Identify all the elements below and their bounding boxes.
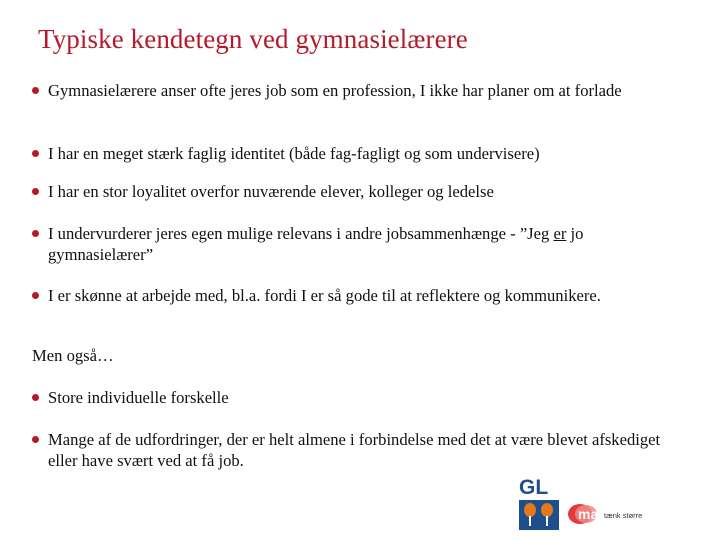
- bullet-dot: [32, 394, 39, 401]
- gl-logo-shape-left: [524, 503, 536, 517]
- bullet-item: [32, 429, 692, 471]
- bullet-item: [32, 223, 692, 265]
- bullet-text: I har en meget stærk faglig identitet (både fag-fagligt og som undervisere): [48, 144, 540, 163]
- subheading: Men også…: [32, 346, 114, 365]
- bullet-text: [48, 223, 692, 265]
- bullet-item: [32, 80, 692, 101]
- gl-logo-box: [519, 500, 559, 530]
- bullet-item: [32, 143, 692, 164]
- bullet-item: [32, 181, 692, 202]
- bullet-item: [32, 387, 692, 408]
- gl-logo-shape-right: [541, 503, 553, 517]
- bullet-text-underlined: er: [553, 224, 567, 243]
- bullet-item: [32, 285, 692, 306]
- bullet-text: Gymnasielærere anser ofte jeres job som en profession, I ikke har planer om at forlade: [48, 81, 622, 100]
- ma-logo-tagline: tænk større: [604, 511, 643, 520]
- bullet-dot: [32, 150, 39, 157]
- bullet-dot: [32, 87, 39, 94]
- bullet-text: Store individuelle forskelle: [48, 388, 229, 407]
- bullet-dot: [32, 188, 39, 195]
- ma-logo-mark: ma: [578, 506, 599, 522]
- bullet-text-part: I undervurderer jeres egen mulige relevans i andre jobsammenhænge - ”Jeg: [48, 224, 554, 243]
- bullet-text: Mange af de udfordringer, der er helt almene i forbindelse med det at være blevet afskediget eller have svært ved at få job.: [48, 430, 661, 470]
- bullet-text: I er skønne at arbejde med, bl.a. fordi I er så gode til at reflektere og kommunikere.: [48, 286, 601, 305]
- gl-logo-text: GL: [519, 476, 549, 499]
- ma-logo: [567, 498, 677, 530]
- bullet-dot: [32, 436, 39, 443]
- bullet-text-part: jo gymnasielærer”: [48, 224, 584, 264]
- slide-title: Typiske kendetegn ved gymnasielærere: [38, 24, 468, 54]
- bullet-dot: [32, 230, 39, 237]
- gl-logo: [516, 474, 562, 536]
- bullet-text: I har en stor loyalitet overfor nuværende elever, kolleger og ledelse: [48, 182, 494, 201]
- bullet-dot: [32, 292, 39, 299]
